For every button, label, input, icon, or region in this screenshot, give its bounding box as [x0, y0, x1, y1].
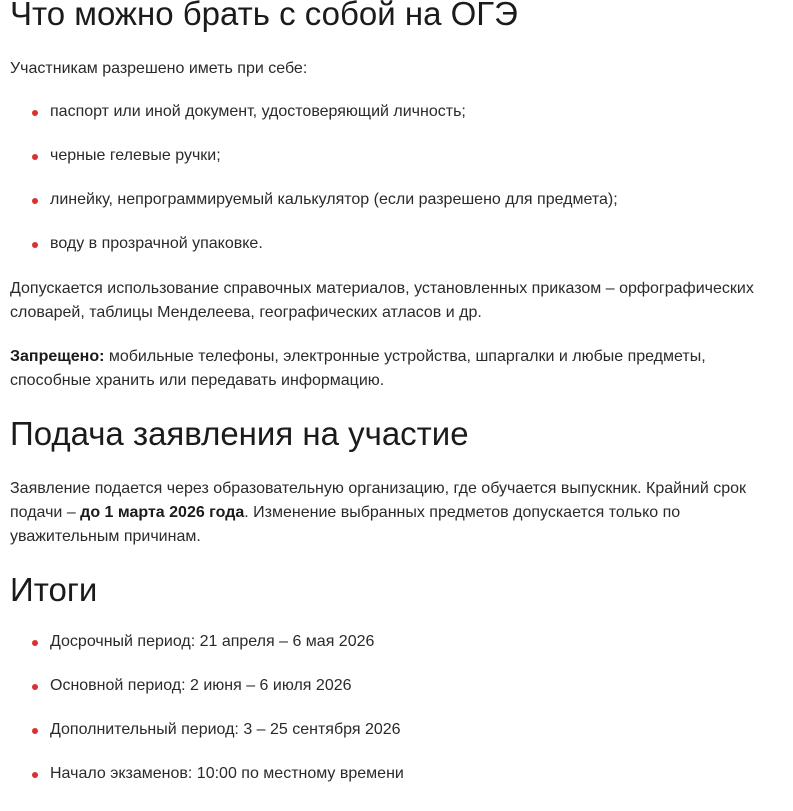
forbidden-text: мобильные телефоны, электронные устройства, шпаргалки и любые предметы, способные хранить или передавать информацию. — [10, 348, 706, 389]
bullet-dot-icon — [32, 154, 38, 160]
bullet-dot-icon — [32, 242, 38, 248]
bullet-dot-icon — [32, 728, 38, 734]
application-text-before: Заявление подается через образовательную организацию, где обучается выпускник. Крайний срок подачи – — [10, 480, 747, 521]
list-item-text: воду в прозрачной упаковке. — [50, 235, 263, 252]
bullet-dot-icon — [32, 198, 38, 204]
list-item-text: Досрочный период: 21 апреля – 6 мая 2026 — [50, 633, 375, 650]
bullet-dot-icon — [32, 684, 38, 690]
list-item — [10, 144, 783, 168]
list-item — [10, 630, 783, 654]
section-heading-items: Что можно брать с собой на ОГЭ — [10, 0, 518, 32]
list-item-text: паспорт или иной документ, удостоверяющий личность; — [50, 103, 466, 120]
section-heading-results: Итоги — [10, 571, 98, 608]
allowed-items-list — [10, 100, 783, 256]
application-paragraph — [10, 477, 783, 549]
allowed-intro-text: Участникам разрешено иметь при себе: — [10, 60, 308, 77]
list-item-text: черные гелевые ручки; — [50, 147, 221, 164]
list-item-text: Дополнительный период: 3 – 25 сентября 2026 — [50, 721, 401, 738]
list-item-text: Основной период: 2 июня – 6 июля 2026 — [50, 677, 352, 694]
forbidden-paragraph — [10, 345, 783, 393]
forbidden-label: Запрещено: — [10, 348, 105, 365]
application-text-after: . Изменение выбранных предметов допускается только по уважительным причинам. — [10, 504, 681, 545]
list-item — [10, 718, 783, 742]
application-deadline: до 1 марта 2026 года — [80, 504, 245, 521]
list-item — [10, 188, 783, 212]
list-item — [10, 674, 783, 698]
list-item — [10, 232, 783, 256]
reference-materials-text: Допускается использование справочных материалов, установленных приказом – орфографических словарей, таблицы Менделеева, географических атласов и др. — [10, 280, 754, 321]
results-list — [10, 630, 783, 786]
list-item-text: Начало экзаменов: 10:00 по местному времени — [50, 765, 404, 782]
list-item — [10, 762, 783, 786]
list-item-text: линейку, непрограммируемый калькулятор (если разрешено для предмета); — [50, 191, 618, 208]
bullet-dot-icon — [32, 110, 38, 116]
bullet-dot-icon — [32, 772, 38, 778]
list-item — [10, 100, 783, 124]
bullet-dot-icon — [32, 640, 38, 646]
section-heading-application: Подача заявления на участие — [10, 415, 469, 452]
